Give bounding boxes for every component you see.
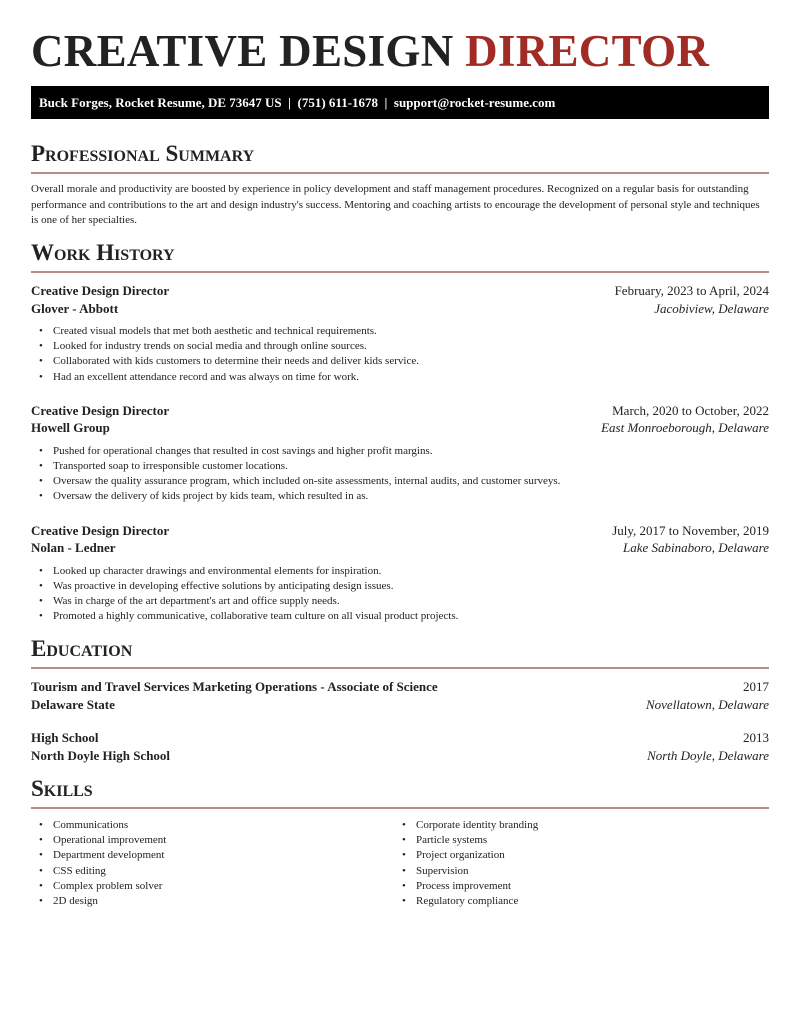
skill-item: • Operational improvement — [39, 833, 394, 848]
title-part-1: CREATIVE DESIGN — [31, 26, 454, 76]
list-item: • Pushed for operational changes that resulted in cost savings and higher profit margins. — [39, 444, 769, 459]
education-school-row — [31, 747, 769, 765]
education-school-row — [31, 696, 769, 714]
job-dates: July, 2017 to November, 2019 — [612, 522, 769, 538]
education-year: 2017 — [743, 679, 769, 694]
skill-item: • 2D design — [39, 894, 394, 909]
job-bullets — [31, 444, 769, 505]
education-location: North Doyle, Delaware — [647, 747, 769, 763]
education-section — [31, 635, 769, 764]
education-header-row — [31, 729, 769, 747]
job-header-row — [31, 282, 769, 300]
education-degree: High School — [31, 730, 99, 745]
skill-item: • Communications — [39, 818, 394, 833]
job-title: Creative Design Director — [31, 522, 170, 538]
job-title: Creative Design Director — [31, 402, 170, 418]
list-item: • Had an excellent attendance record and was always on time for work. — [39, 370, 769, 385]
job-location: Jacobiview, Delaware — [654, 300, 769, 316]
skill-item: • Project organization — [402, 848, 757, 863]
skills-column-left — [31, 818, 394, 909]
summary-text: Overall morale and productivity are boosted by experience in policy development and staff management procedures. Recognized on a regular basis for outstanding performance and contributions to the art and design industry's success. Mentoring and coaching artists to encourage the development of personal style and techniques is one of her specialties. — [31, 183, 760, 226]
education-year: 2013 — [743, 730, 769, 745]
title-part-2: DIRECTOR — [465, 26, 710, 76]
education-degree: Tourism and Travel Services Marketing Operations - Associate of Science — [31, 679, 438, 694]
job-company: Howell Group — [31, 420, 110, 436]
skill-item: • Supervision — [402, 864, 757, 879]
education-entry — [31, 729, 769, 764]
job-dates: February, 2023 to April, 2024 — [614, 283, 769, 298]
education-entry — [31, 678, 769, 713]
job-company-row — [31, 419, 769, 437]
job-bullets — [31, 564, 769, 625]
list-item: • Was in charge of the art department's art and office supply needs. — [39, 594, 769, 609]
list-item: • Transported soap to irresponsible customer locations. — [39, 459, 769, 474]
skill-item: • Particle systems — [402, 833, 757, 848]
contact-bar — [31, 86, 769, 119]
job-company: Nolan - Ledner — [31, 540, 116, 556]
list-item: • Looked for industry trends on social media and through online sources. — [39, 339, 769, 354]
list-item: • Was proactive in developing effective solutions by anticipating design issues. — [39, 579, 769, 594]
summary-section — [31, 140, 769, 229]
skills-section — [31, 775, 769, 909]
resume-title — [31, 26, 709, 76]
education-location: Novellatown, Delaware — [645, 696, 769, 712]
job-entry — [31, 282, 769, 385]
section-heading: Skills — [31, 775, 769, 809]
job-dates: March, 2020 to October, 2022 — [612, 402, 769, 418]
list-item: • Promoted a highly communicative, collaborative team culture on all visual product projects. — [39, 609, 769, 624]
list-item: • Collaborated with kids customers to determine their needs and deliver kids service. — [39, 354, 769, 369]
section-heading: Professional Summary — [31, 140, 769, 174]
job-title: Creative Design Director — [31, 283, 170, 298]
list-item: • Created visual models that met both aesthetic and technical requirements. — [39, 324, 769, 339]
job-company-row — [31, 300, 769, 318]
section-heading: Work History — [31, 239, 769, 273]
list-item: • Oversaw the quality assurance program, which included on-site assessments, internal audits, and customer surveys. — [39, 474, 769, 489]
job-header-row — [31, 402, 769, 420]
skill-item: • Regulatory compliance — [402, 894, 757, 909]
job-entry — [31, 522, 769, 625]
job-company-row — [31, 539, 769, 557]
work-history-section — [31, 239, 769, 624]
skill-item: • Department development — [39, 848, 394, 863]
list-item: • Looked up character drawings and environmental elements for inspiration. — [39, 564, 769, 579]
contact-info: Buck Forges, Rocket Resume, DE 73647 US | (751) 611-1678 | support@rocket-resume.com — [39, 95, 556, 110]
job-company: Glover - Abbott — [31, 300, 119, 316]
skill-item: • Process improvement — [402, 879, 757, 894]
list-item: • Oversaw the delivery of kids project by kids team, which resulted in as. — [39, 489, 769, 504]
education-school: Delaware State — [31, 696, 115, 712]
skills-column-right — [394, 818, 757, 909]
job-bullets — [31, 324, 769, 385]
job-location: Lake Sabinaboro, Delaware — [623, 540, 769, 556]
section-heading: Education — [31, 635, 769, 669]
skill-item: • CSS editing — [39, 864, 394, 879]
education-school: North Doyle High School — [31, 747, 171, 763]
education-header-row — [31, 678, 769, 696]
skills-list — [31, 818, 769, 909]
job-entry — [31, 402, 769, 505]
job-header-row — [31, 522, 769, 540]
skill-item: • Complex problem solver — [39, 879, 394, 894]
skill-item: • Corporate identity branding — [402, 818, 757, 833]
job-location: East Monroeborough, Delaware — [601, 420, 769, 436]
